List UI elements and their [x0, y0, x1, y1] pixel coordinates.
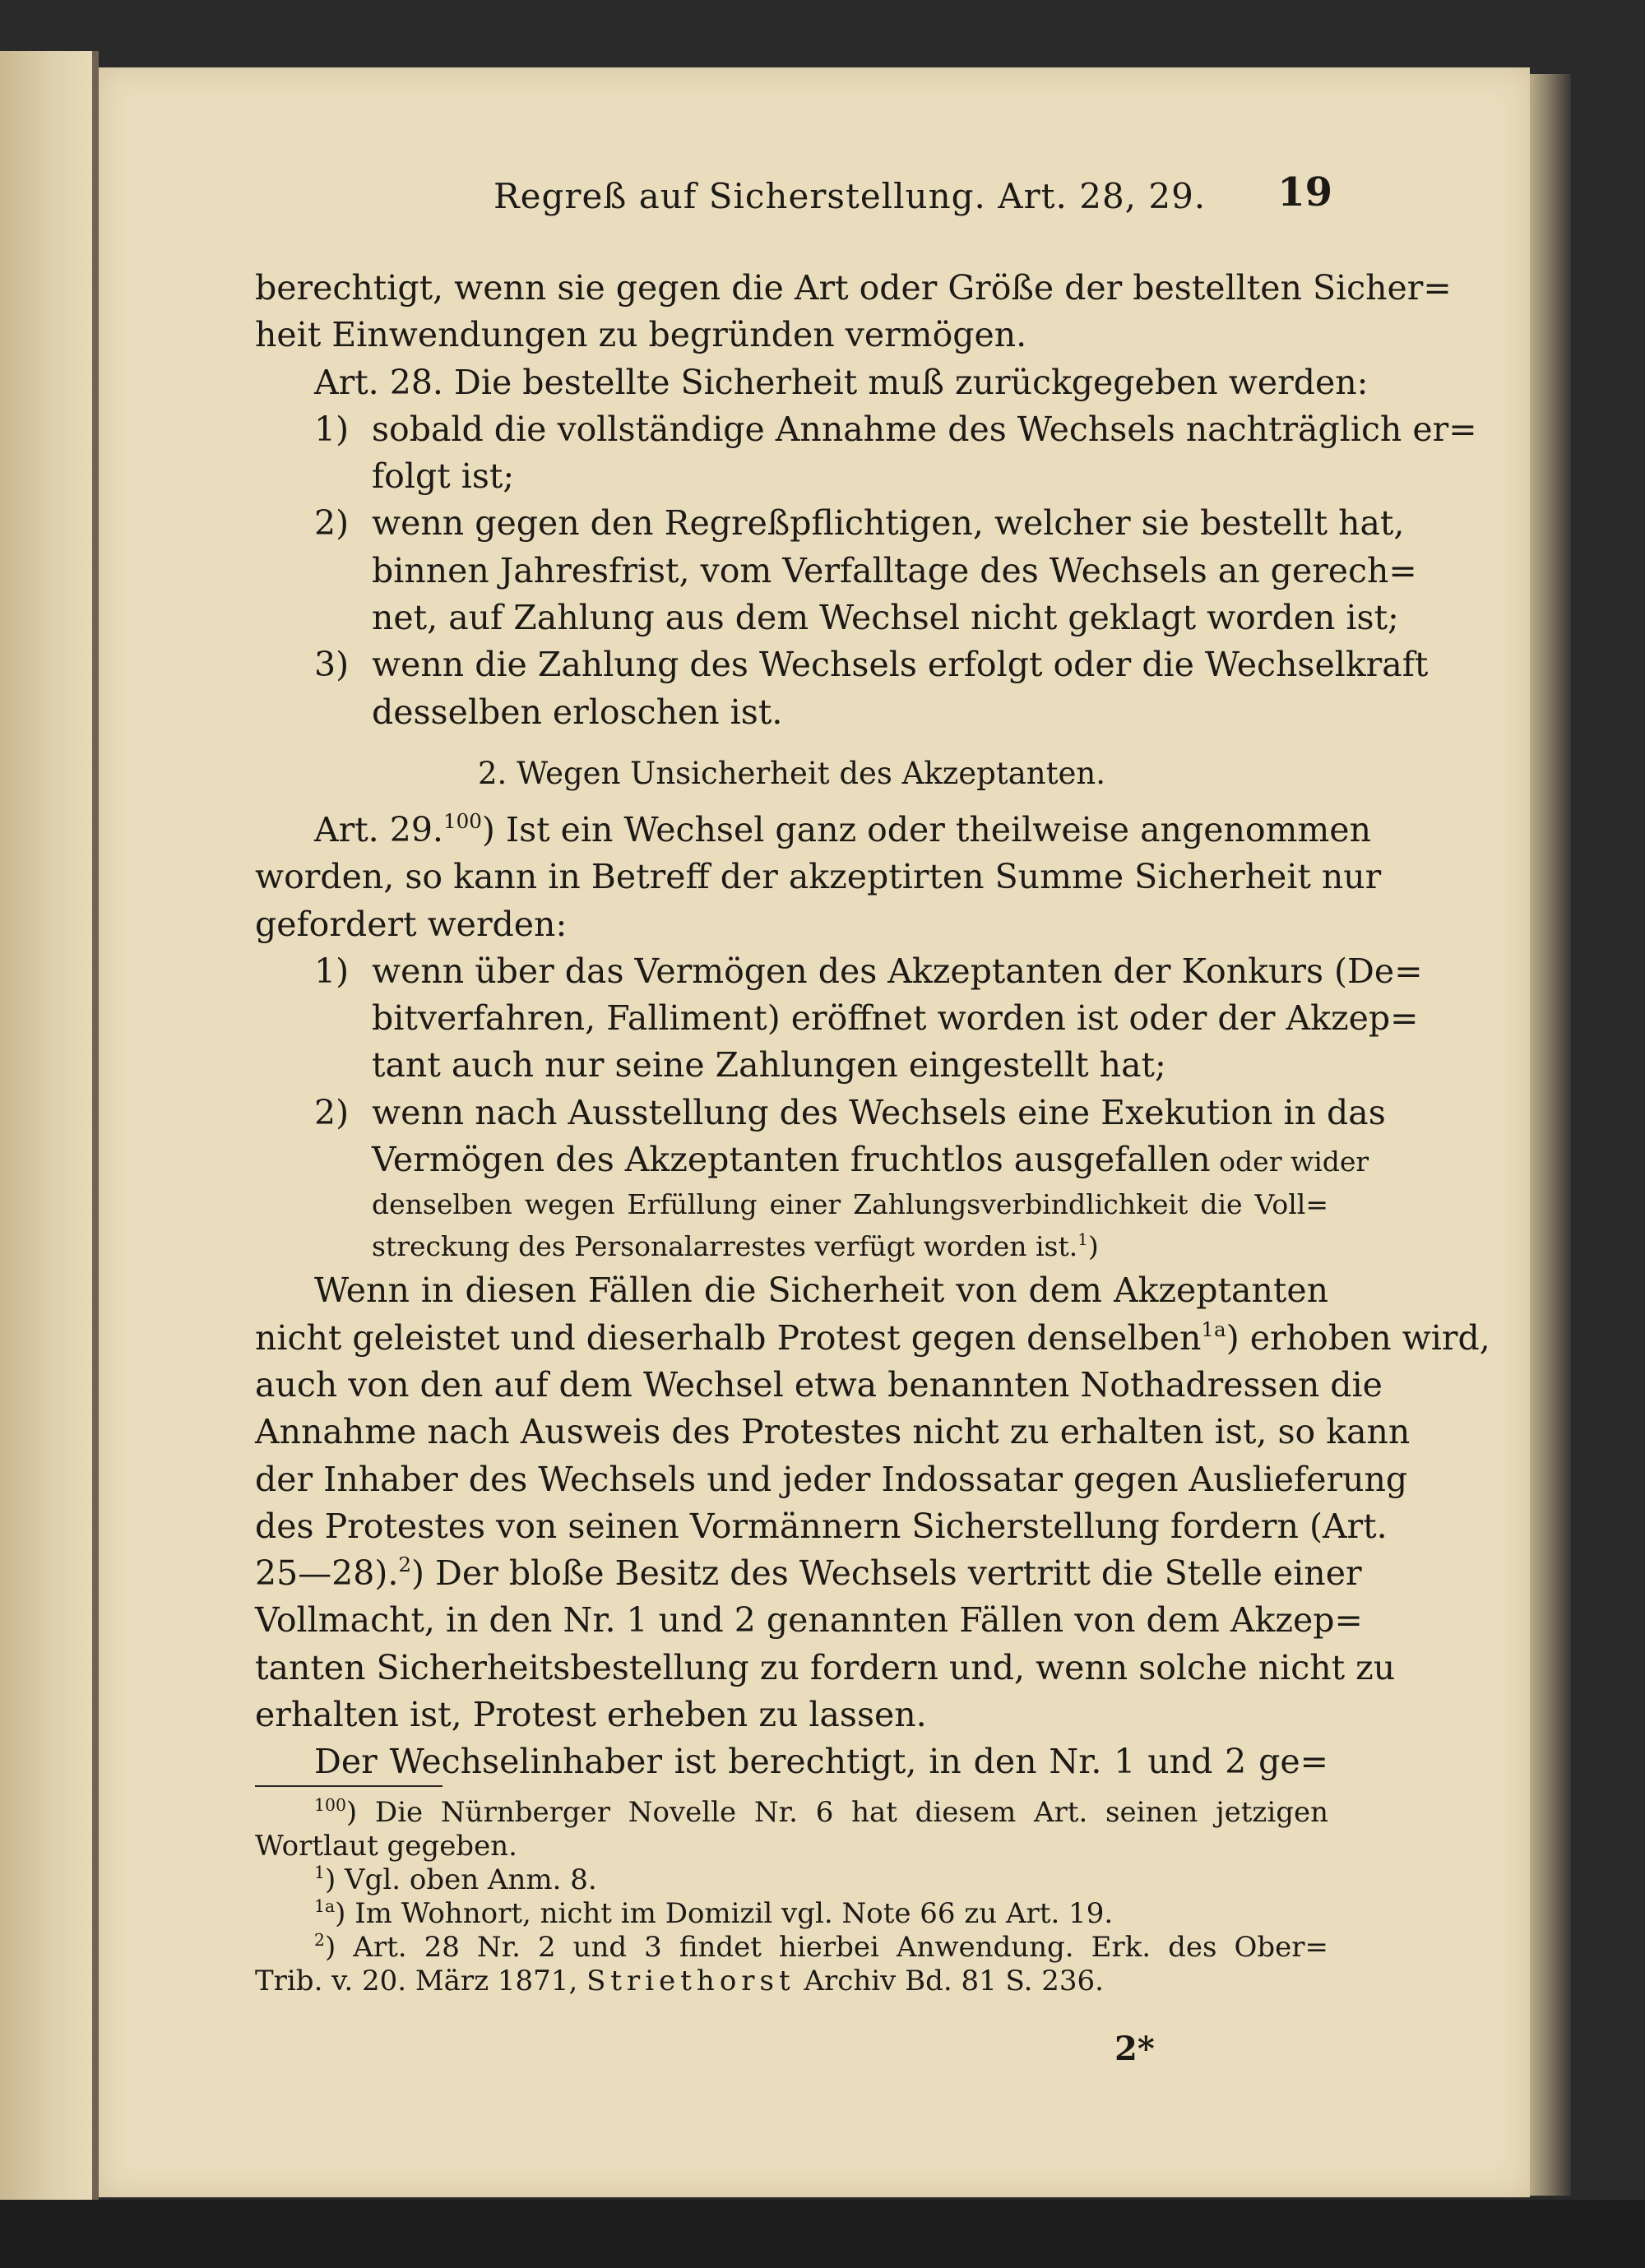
- text-line: binnen Jahresfrist, vom Verfalltage des Wechsels an gerech=: [372, 550, 1417, 590]
- footnote: [255, 1897, 1328, 1931]
- small-text-run: oder wider: [1210, 1146, 1369, 1178]
- book-gutter: [92, 51, 99, 2214]
- list-number: 2): [314, 503, 350, 544]
- small-text-line: [255, 1225, 1328, 1267]
- footnote-ref: 2: [398, 1553, 412, 1577]
- footnote: [255, 1931, 1328, 1965]
- footnote-rule: [255, 1785, 443, 1787]
- text-run: Art. 29.: [314, 809, 443, 849]
- text-line: tant auch nur seine Zahlungen eingestellt hat;: [372, 1045, 1166, 1085]
- text-run: ) Die Nürnberger Novelle Nr. 6 hat diesem Art. seinen jetzigen: [345, 1796, 1328, 1829]
- running-head: Regreß auf Sicherstellung. Art. 28, 29.: [494, 176, 1207, 216]
- text-line: gefordert werden:: [255, 904, 568, 944]
- text-line: Art. 28. Die bestellte Sicherheit muß zurückgegeben werden:: [314, 362, 1369, 402]
- list-item: [255, 406, 1477, 453]
- text-line: Annahme nach Ausweis des Protestes nicht zu erhalten ist, so kann: [255, 1412, 1411, 1452]
- text-run: wenn gegen den Regreßpflichtigen, welcher sie bestellt hat,: [372, 503, 1405, 544]
- list-number: 1): [314, 951, 350, 991]
- footnote-mark: 100: [314, 1794, 346, 1815]
- list-item: [255, 500, 1405, 547]
- footnote: [255, 1863, 1328, 1897]
- text-run: ): [1087, 1230, 1099, 1263]
- text-line: Wenn in diesen Fällen die Sicherheit von dem Akzeptanten: [314, 1271, 1328, 1311]
- footnote-ref: 1a: [1201, 1317, 1226, 1341]
- text-run: ) erhoben wird,: [1226, 1317, 1490, 1358]
- main-text: [255, 265, 1490, 1786]
- text-line: Der Wechselinhaber ist berechtigt, in den Nr. 1 und 2 ge=: [314, 1742, 1328, 1782]
- text-run: Vermögen des Akzeptanten fruchtlos ausgefallen: [372, 1140, 1211, 1180]
- text-line: net, auf Zahlung aus dem Wechsel nicht geklagt worden ist;: [372, 598, 1399, 638]
- text-run: ) Art. 28 Nr. 2 und 3 findet hierbei Anwendung. Erk. des Ober=: [324, 1931, 1328, 1964]
- text-line: berechtigt, wenn sie gegen die Art oder Größe der bestellten Sicher=: [255, 268, 1452, 308]
- text-line: worden, so kann in Betreff der akzeptirten Summe Sicherheit nur: [255, 857, 1382, 897]
- footnotes: [255, 1796, 1328, 1998]
- list-number: 1): [314, 409, 350, 449]
- text-line: folgt ist;: [372, 456, 515, 497]
- signature-mark: 2*: [1114, 2030, 1155, 2068]
- text-line: bitverfahren, Falliment) eröffnet worden ist oder der Akzep=: [372, 998, 1419, 1039]
- text-run: 25—28).: [255, 1553, 399, 1594]
- spaced-name: Striethorst: [586, 1965, 795, 1997]
- text-run: nicht geleistet und dieserhalb Protest gegen denselben: [255, 1317, 1202, 1358]
- left-page-edge: [0, 51, 97, 2214]
- footnote: [255, 1796, 1328, 1830]
- text-run: wenn nach Ausstellung des Wechsels eine Exekution in das: [372, 1092, 1386, 1132]
- text-line: des Protestes von seinen Vormännern Sicherstellung fordern (Art.: [255, 1506, 1388, 1546]
- text-run: wenn über das Vermögen des Akzeptanten der Konkurs (De=: [372, 951, 1423, 991]
- text-run: sobald die vollständige Annahme des Wechsels nachträglich er=: [372, 409, 1477, 449]
- text-run: ) Vgl. oben Anm. 8.: [324, 1863, 597, 1896]
- text-run: streckung des Personalarrestes verfügt worden ist.: [372, 1230, 1078, 1263]
- list-number: 2): [314, 1092, 350, 1132]
- text-run: ) Ist ein Wechsel ganz oder theilweise angenommen: [481, 809, 1371, 849]
- text-line: heit Einwendungen zu begründen vermögen.: [255, 315, 1027, 355]
- text-run: Archiv Bd. 81 S. 236.: [795, 1965, 1104, 1997]
- footnote-mark: 2: [314, 1929, 325, 1950]
- text-line: erhalten ist, Protest erheben zu lassen.: [255, 1695, 927, 1735]
- footnote-continuation: [255, 1965, 1328, 1998]
- text-run: ) Der bloße Besitz des Wechsels vertritt die Stelle einer: [411, 1553, 1362, 1594]
- list-item: [255, 948, 1423, 995]
- text-line: auch von den auf dem Wechsel etwa benannten Nothadressen die: [255, 1364, 1383, 1405]
- text-line: Vollmacht, in den Nr. 1 und 2 genannten Fällen von dem Akzep=: [255, 1600, 1363, 1641]
- scan-background: [0, 2200, 1645, 2268]
- list-item: [255, 1090, 1386, 1136]
- page-number: 19: [1277, 169, 1332, 215]
- small-text-line: denselben wegen Erfüllung einer Zahlungsverbindlichkeit die Voll=: [372, 1188, 1328, 1221]
- footnote-continuation: Wortlaut gegeben.: [255, 1830, 517, 1863]
- text-line: [255, 1315, 1490, 1362]
- footnote-ref: 1: [1077, 1230, 1088, 1250]
- text-run: Trib. v. 20. März 1871,: [255, 1965, 587, 1997]
- text-line: der Inhaber des Wechsels und jeder Indossatar gegen Auslieferung: [255, 1459, 1408, 1499]
- text-line: [255, 1550, 1362, 1597]
- footnote-ref: 100: [443, 808, 482, 833]
- text-line: [255, 807, 1371, 854]
- footnote-mark: 1: [314, 1862, 325, 1882]
- page-stack-edge: [1530, 74, 1571, 2196]
- text-run: ) Im Wohnort, nicht im Domizil vgl. Note 66 zu Art. 19.: [335, 1897, 1114, 1930]
- section-heading: 2. Wegen Unsicherheit des Akzeptanten.: [478, 755, 1105, 791]
- text-line: [255, 1136, 1369, 1183]
- list-item: [255, 641, 1429, 688]
- text-line: tanten Sicherheitsbestellung zu fordern und, wenn solche nicht zu: [255, 1647, 1396, 1687]
- footnote-mark: 1a: [314, 1895, 336, 1916]
- list-number: 3): [314, 645, 350, 685]
- text-line: desselben erloschen ist.: [372, 692, 783, 732]
- text-run: wenn die Zahlung des Wechsels erfolgt oder die Wechselkraft: [372, 645, 1429, 685]
